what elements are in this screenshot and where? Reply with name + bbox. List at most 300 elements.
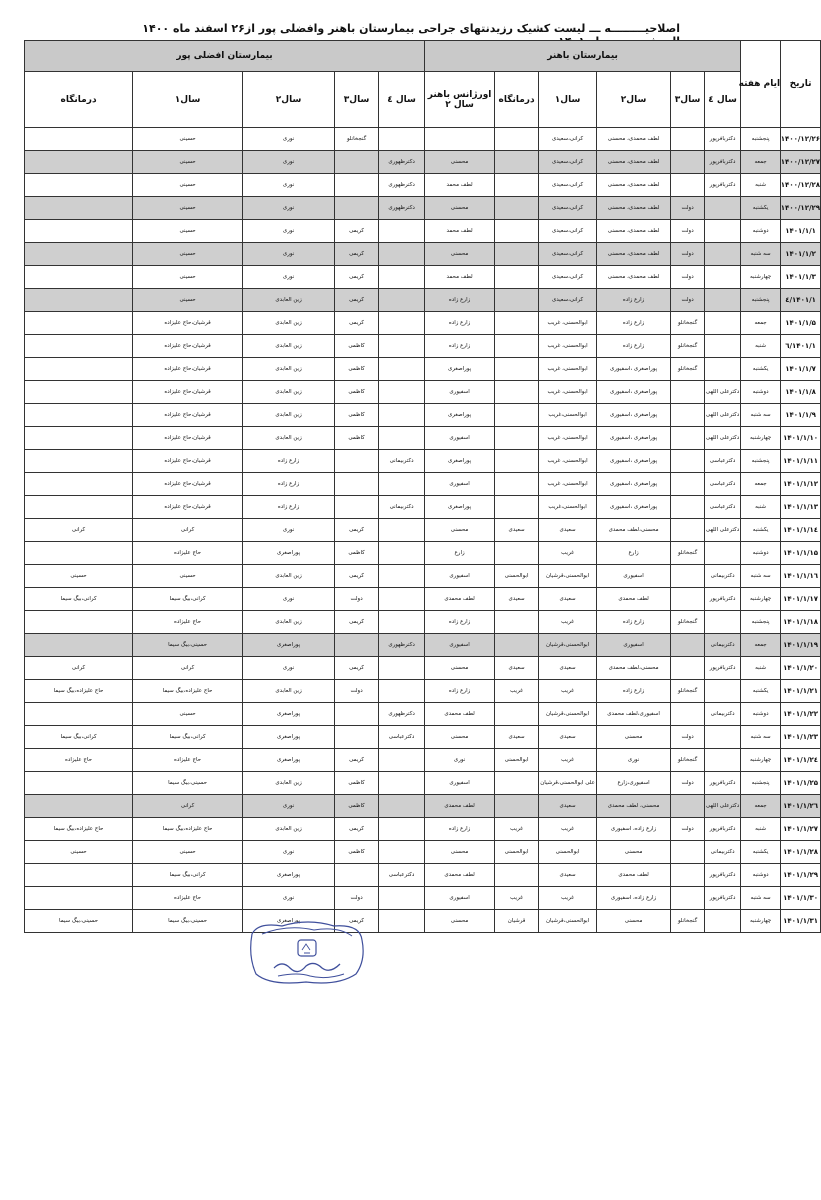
bahonar-year1-cell: سعیدی — [539, 726, 597, 749]
table-row — [25, 427, 821, 450]
table-row — [25, 703, 821, 726]
bahonar-year4-cell: دکتربافرپور — [705, 657, 741, 680]
header-bahonar-group: بیمارستان باهنر — [425, 41, 741, 72]
bahonar-clinic-cell — [495, 795, 539, 818]
day-cell: پنجشنبه — [741, 289, 781, 312]
afzali-year4-cell: دکترظهوری — [379, 703, 425, 726]
afzali-year2-cell: پوراصغری — [243, 542, 335, 565]
bahonar-clinic-cell: غریب — [495, 680, 539, 703]
bahonar-year4-cell: دکترعلی اللهی — [705, 427, 741, 450]
afzali-year2-cell: پوراصغری — [243, 749, 335, 772]
afzali-year3-cell: کریمی — [335, 910, 379, 933]
bahonar-clinic-cell — [495, 772, 539, 795]
bahonar-clinic-cell — [495, 611, 539, 634]
bahonar-year1-cell: سعیدی — [539, 795, 597, 818]
afzali-year3-cell — [335, 726, 379, 749]
date-cell: ۱۴۰۱/۱/۱۰ — [781, 427, 821, 450]
bahonar-clinic-cell — [495, 266, 539, 289]
table-row — [25, 151, 821, 174]
bahonar-clinic-cell — [495, 128, 539, 151]
afzali-year2-cell: زارع زاده — [243, 473, 335, 496]
bahonar-emergency-cell: اسفیوری — [425, 381, 495, 404]
day-cell: دوشنبه — [741, 864, 781, 887]
afzali-year1-cell: کرانی — [133, 657, 243, 680]
bahonar-year2-cell: اسفیوری — [597, 634, 671, 657]
afzali-year4-cell — [379, 588, 425, 611]
department-stamp — [248, 920, 366, 986]
afzali-year4-cell — [379, 128, 425, 151]
afzali-year4-cell — [379, 749, 425, 772]
bahonar-year2-cell: اسفیوری — [597, 565, 671, 588]
bahonar-year2-cell: لطف محمدی، محسنی — [597, 151, 671, 174]
bahonar-year1-cell: ابوالحسنی،قرشیان — [539, 910, 597, 933]
afzali-year1-cell: حسینی،بیگ سیما — [133, 772, 243, 795]
bahonar-year4-cell — [705, 335, 741, 358]
afzali-year3-cell: کاظمی — [335, 542, 379, 565]
bahonar-year4-cell — [705, 749, 741, 772]
bahonar-year4-cell: دکترعلی اللهی — [705, 404, 741, 427]
bahonar-year1-cell: کرانی،سعیدی — [539, 151, 597, 174]
bahonar-year2-cell: زارع زاده، اسفیوری — [597, 887, 671, 910]
afzali-year2-cell: زین العابدی — [243, 772, 335, 795]
day-cell: شنبه — [741, 818, 781, 841]
afzali-clinic-cell: حاج علیزاده،بیگ سیما — [25, 680, 133, 703]
bahonar-year4-cell: دکتربافرپور — [705, 887, 741, 910]
afzali-year2-cell: نوری — [243, 220, 335, 243]
bahonar-clinic-cell — [495, 404, 539, 427]
afzali-year2-cell: پوراصغری — [243, 910, 335, 933]
afzali-year3-cell: کاظمی — [335, 381, 379, 404]
date-cell: ۱۴۰۱/۱/۵ — [781, 312, 821, 335]
bahonar-year3-cell — [671, 128, 705, 151]
day-cell: جمعه — [741, 634, 781, 657]
afzali-year3-cell: کریمی — [335, 749, 379, 772]
bahonar-year4-cell — [705, 358, 741, 381]
header-afzali-year2: سال۲ — [243, 72, 335, 128]
afzali-year3-cell — [335, 703, 379, 726]
bahonar-year4-cell — [705, 266, 741, 289]
bahonar-year4-cell: دکتربافرپور — [705, 128, 741, 151]
date-cell: ۱۴۰۱/۱/۲٦ — [781, 795, 821, 818]
bahonar-year4-cell — [705, 197, 741, 220]
afzali-year2-cell: زارع زاده — [243, 450, 335, 473]
afzali-year2-cell: نوری — [243, 174, 335, 197]
afzali-clinic-cell — [25, 151, 133, 174]
afzali-year1-cell: کرانی — [133, 519, 243, 542]
afzali-year1-cell: حسینی — [133, 565, 243, 588]
bahonar-clinic-cell — [495, 220, 539, 243]
table-row — [25, 795, 821, 818]
afzali-year2-cell: نوری — [243, 657, 335, 680]
afzali-year1-cell: حاج علیزاده — [133, 542, 243, 565]
bahonar-year3-cell — [671, 174, 705, 197]
bahonar-year3-cell — [671, 519, 705, 542]
afzali-year3-cell: کاظمی — [335, 841, 379, 864]
bahonar-year1-cell: غریب — [539, 818, 597, 841]
date-cell: ۱۴۰۰/۱۲/۲۶ — [781, 128, 821, 151]
afzali-year3-cell: کریمی — [335, 266, 379, 289]
date-cell: ۱۴۰۱/۱/۷ — [781, 358, 821, 381]
bahonar-clinic-cell — [495, 335, 539, 358]
afzali-year2-cell: زین العابدی — [243, 289, 335, 312]
bahonar-year4-cell — [705, 220, 741, 243]
bahonar-year3-cell — [671, 381, 705, 404]
bahonar-year4-cell: دکتربافرپور — [705, 588, 741, 611]
table-row — [25, 588, 821, 611]
bahonar-year1-cell: ابوالحسنی،قرشیان — [539, 634, 597, 657]
afzali-clinic-cell — [25, 220, 133, 243]
date-cell: ۱۴۰۱/۱/٤ — [781, 289, 821, 312]
afzali-year2-cell: نوری — [243, 588, 335, 611]
afzali-clinic-cell — [25, 542, 133, 565]
afzali-year2-cell: زین العابدی — [243, 565, 335, 588]
bahonar-emergency-cell: محسنی — [425, 243, 495, 266]
bahonar-year3-cell — [671, 565, 705, 588]
afzali-year3-cell — [335, 634, 379, 657]
afzali-year3-cell: دولت — [335, 588, 379, 611]
bahonar-year1-cell: ابوالحسنی، غریب — [539, 312, 597, 335]
date-cell: ۱۴۰۱/۱/۹ — [781, 404, 821, 427]
bahonar-year1-cell: ابوالحسنی،قرشیان — [539, 565, 597, 588]
bahonar-clinic-cell: سعیدی — [495, 726, 539, 749]
bahonar-emergency-cell: محسنی — [425, 519, 495, 542]
day-cell: سه شنبه — [741, 726, 781, 749]
bahonar-year3-cell: گنجخانلو — [671, 749, 705, 772]
bahonar-year3-cell — [671, 841, 705, 864]
afzali-year4-cell — [379, 910, 425, 933]
afzali-year2-cell: نوری — [243, 519, 335, 542]
afzali-clinic-cell — [25, 243, 133, 266]
bahonar-emergency-cell: لطف محمدی — [425, 864, 495, 887]
bahonar-emergency-cell: پوراصغری — [425, 496, 495, 519]
afzali-year4-cell: دکتربیمانی — [379, 450, 425, 473]
header-afzali-year3: سال۳ — [335, 72, 379, 128]
bahonar-year1-cell: سعیدی — [539, 864, 597, 887]
bahonar-clinic-cell — [495, 450, 539, 473]
afzali-year2-cell: نوری — [243, 266, 335, 289]
bahonar-emergency-cell: اسفیوری — [425, 427, 495, 450]
day-cell: پنجشنبه — [741, 611, 781, 634]
bahonar-year2-cell: محسنی — [597, 841, 671, 864]
afzali-clinic-cell: حسینی — [25, 565, 133, 588]
afzali-clinic-cell — [25, 450, 133, 473]
afzali-year1-cell: حسینی — [133, 266, 243, 289]
bahonar-clinic-cell: سعیدی — [495, 588, 539, 611]
bahonar-year4-cell: دکتربافرپور — [705, 818, 741, 841]
bahonar-emergency-cell: محسنی — [425, 151, 495, 174]
bahonar-year3-cell: گنجخانلو — [671, 335, 705, 358]
afzali-year2-cell: نوری — [243, 243, 335, 266]
table-row — [25, 266, 821, 289]
day-cell: چهارشنبه — [741, 266, 781, 289]
day-cell: دوشنبه — [741, 220, 781, 243]
bahonar-clinic-cell — [495, 703, 539, 726]
afzali-year4-cell — [379, 312, 425, 335]
afzali-year1-cell: قرشیان،حاج علیزاده — [133, 312, 243, 335]
bahonar-year1-cell: ابوالحسنی، غریب — [539, 358, 597, 381]
afzali-clinic-cell — [25, 864, 133, 887]
bahonar-year3-cell — [671, 473, 705, 496]
afzali-clinic-cell — [25, 795, 133, 818]
table-row — [25, 887, 821, 910]
afzali-year3-cell — [335, 473, 379, 496]
afzali-year4-cell — [379, 818, 425, 841]
bahonar-emergency-cell: زارع زاده — [425, 289, 495, 312]
date-cell: ۱۴۰۱/۱/۱٦ — [781, 565, 821, 588]
afzali-year4-cell — [379, 841, 425, 864]
date-cell: ۱۴۰۱/۱/۳ — [781, 266, 821, 289]
afzali-year3-cell: کریمی — [335, 289, 379, 312]
afzali-year2-cell: زین العابدی — [243, 335, 335, 358]
afzali-year1-cell: حسینی — [133, 128, 243, 151]
bahonar-year2-cell: محسنی — [597, 726, 671, 749]
bahonar-year3-cell: دولت — [671, 289, 705, 312]
bahonar-year3-cell — [671, 887, 705, 910]
afzali-year2-cell: نوری — [243, 887, 335, 910]
date-cell: ۱۴۰۱/۱/۳۱ — [781, 910, 821, 933]
day-cell: جمعه — [741, 151, 781, 174]
afzali-year2-cell: زین العابدی — [243, 680, 335, 703]
bahonar-year2-cell: پوراصغری ،اسفیوری — [597, 473, 671, 496]
bahonar-year2-cell: زارع زاده، اسفیوری — [597, 818, 671, 841]
bahonar-year1-cell: ابوالحسنی، غریب — [539, 335, 597, 358]
bahonar-emergency-cell: زارع زاده — [425, 818, 495, 841]
afzali-year4-cell — [379, 381, 425, 404]
table-row — [25, 818, 821, 841]
bahonar-emergency-cell: زارع زاده — [425, 680, 495, 703]
bahonar-year3-cell: دولت — [671, 818, 705, 841]
table-row — [25, 128, 821, 151]
bahonar-emergency-cell: محسنی — [425, 910, 495, 933]
bahonar-year4-cell: دکتربیمانی — [705, 841, 741, 864]
afzali-year1-cell: قرشیان،حاج علیزاده — [133, 381, 243, 404]
bahonar-year1-cell: ابوالحسنی،قرشیان — [539, 703, 597, 726]
bahonar-year2-cell: محسنی،لطف محمدی — [597, 519, 671, 542]
table-row — [25, 312, 821, 335]
afzali-year1-cell: حسینی — [133, 841, 243, 864]
afzali-year4-cell — [379, 220, 425, 243]
table-row — [25, 864, 821, 887]
header-bahonar-emergency: اورژانس باهنر سال ۲ — [425, 72, 495, 128]
bahonar-emergency-cell: اسفیوری — [425, 634, 495, 657]
date-cell: ۱۴۰۱/۱/۲ — [781, 243, 821, 266]
day-cell: جمعه — [741, 312, 781, 335]
header-bahonar-year1: سال۱ — [539, 72, 597, 128]
bahonar-clinic-cell — [495, 243, 539, 266]
bahonar-year3-cell — [671, 427, 705, 450]
afzali-clinic-cell — [25, 634, 133, 657]
table-row — [25, 404, 821, 427]
afzali-clinic-cell: کرانی،بیگ سیما — [25, 588, 133, 611]
afzali-year3-cell: کاظمی — [335, 795, 379, 818]
bahonar-year2-cell: زارع زاده — [597, 680, 671, 703]
afzali-year1-cell: حسینی — [133, 174, 243, 197]
bahonar-year2-cell: پوراصغری ،اسفیوری — [597, 381, 671, 404]
table-row — [25, 910, 821, 933]
bahonar-emergency-cell: زارع — [425, 542, 495, 565]
header-date: تاریخ — [781, 41, 821, 128]
afzali-year4-cell — [379, 519, 425, 542]
bahonar-clinic-cell — [495, 151, 539, 174]
bahonar-year4-cell: دکترعباسی — [705, 450, 741, 473]
afzali-year4-cell — [379, 289, 425, 312]
date-cell: ۱۴۰۱/۱/۲۸ — [781, 841, 821, 864]
bahonar-year3-cell: گنجخانلو — [671, 312, 705, 335]
bahonar-year3-cell — [671, 634, 705, 657]
afzali-year1-cell: حسینی — [133, 197, 243, 220]
afzali-year3-cell: کریمی — [335, 611, 379, 634]
afzali-clinic-cell — [25, 289, 133, 312]
bahonar-year2-cell: محسنی — [597, 910, 671, 933]
afzali-year1-cell: کرانی،بیگ سیما — [133, 588, 243, 611]
afzali-year1-cell: حسینی،بیگ سیما — [133, 634, 243, 657]
bahonar-clinic-cell: سعیدی — [495, 657, 539, 680]
table-row — [25, 174, 821, 197]
bahonar-clinic-cell — [495, 197, 539, 220]
bahonar-year4-cell — [705, 680, 741, 703]
afzali-year1-cell: کرانی — [133, 795, 243, 818]
bahonar-year2-cell: زارع زاده — [597, 312, 671, 335]
afzali-year3-cell: کریمی — [335, 657, 379, 680]
afzali-clinic-cell: حاج علیزاده،بیگ سیما — [25, 818, 133, 841]
header-bahonar-year2: سال۲ — [597, 72, 671, 128]
day-cell: چهارشنبه — [741, 910, 781, 933]
bahonar-year3-cell — [671, 496, 705, 519]
bahonar-year1-cell: کرانی،سعیدی — [539, 266, 597, 289]
table-row — [25, 335, 821, 358]
bahonar-clinic-cell — [495, 634, 539, 657]
bahonar-year1-cell: غریب — [539, 542, 597, 565]
afzali-year3-cell: دولت — [335, 680, 379, 703]
bahonar-year1-cell: غریب — [539, 887, 597, 910]
bahonar-year4-cell — [705, 243, 741, 266]
afzali-clinic-cell — [25, 427, 133, 450]
bahonar-year1-cell: کرانی،سعیدی — [539, 197, 597, 220]
day-cell: جمعه — [741, 795, 781, 818]
bahonar-emergency-cell: محسنی — [425, 726, 495, 749]
afzali-year3-cell — [335, 496, 379, 519]
afzali-year1-cell: کرانی،بیگ سیما — [133, 864, 243, 887]
day-cell: شنبه — [741, 174, 781, 197]
afzali-year4-cell — [379, 243, 425, 266]
bahonar-year3-cell: دولت — [671, 266, 705, 289]
day-cell: شنبه — [741, 657, 781, 680]
afzali-year4-cell — [379, 358, 425, 381]
day-cell: سه شنبه — [741, 887, 781, 910]
afzali-year3-cell: کاظمی — [335, 404, 379, 427]
bahonar-year3-cell: گنجخانلو — [671, 542, 705, 565]
bahonar-year1-cell: سعیدی — [539, 519, 597, 542]
afzali-year1-cell: حاج علیزاده،بیگ سیما — [133, 680, 243, 703]
afzali-year2-cell: زین العابدی — [243, 404, 335, 427]
afzali-year3-cell — [335, 151, 379, 174]
afzali-clinic-cell — [25, 381, 133, 404]
date-cell: ۱۴۰۱/۱/۲۰ — [781, 657, 821, 680]
bahonar-emergency-cell: اسفیوری — [425, 565, 495, 588]
afzali-year4-cell — [379, 266, 425, 289]
table-row — [25, 634, 821, 657]
afzali-year3-cell: کریمی — [335, 565, 379, 588]
page-title: اصلاحیـــــــــه ـــ لیست کشیک رزیدنتهای جراحی بیمارستان باهنر وافضلی پور از۲۶ اسفند ماه ۱۴۰۰ — [142, 22, 680, 35]
bahonar-year2-cell: زارع — [597, 542, 671, 565]
bahonar-year4-cell: دکتربافرپور — [705, 151, 741, 174]
afzali-year4-cell: دکترظهوری — [379, 151, 425, 174]
bahonar-year2-cell: لطف محمدی، محسنی — [597, 266, 671, 289]
bahonar-year2-cell: لطف محمدی — [597, 588, 671, 611]
header-day: ایام هفته — [741, 41, 781, 128]
bahonar-year3-cell: دولت — [671, 220, 705, 243]
afzali-year2-cell: زین العابدی — [243, 818, 335, 841]
bahonar-year2-cell: لطف محمدی، محسنی — [597, 197, 671, 220]
bahonar-year2-cell: اسفیوری،لطف محمدی — [597, 703, 671, 726]
day-cell: پنجشنبه — [741, 128, 781, 151]
afzali-year2-cell: زین العابدی — [243, 381, 335, 404]
afzali-clinic-cell — [25, 496, 133, 519]
date-cell: ۱۴۰۱/۱/۲۷ — [781, 818, 821, 841]
bahonar-year3-cell: گنجخانلو — [671, 680, 705, 703]
afzali-year4-cell — [379, 772, 425, 795]
bahonar-year1-cell: کرانی،سعیدی — [539, 128, 597, 151]
bahonar-emergency-cell: اسفیوری — [425, 772, 495, 795]
table-row — [25, 542, 821, 565]
afzali-year4-cell — [379, 335, 425, 358]
bahonar-year2-cell: محسنی،لطف محمدی — [597, 657, 671, 680]
header-afzali-year4: سال ٤ — [379, 72, 425, 128]
table-row — [25, 473, 821, 496]
bahonar-year3-cell: گنجخانلو — [671, 611, 705, 634]
afzali-year4-cell — [379, 611, 425, 634]
afzali-year2-cell: نوری — [243, 197, 335, 220]
afzali-year1-cell: قرشیان،حاج علیزاده — [133, 427, 243, 450]
bahonar-year3-cell — [671, 864, 705, 887]
date-cell: ۱۴۰۰/۱۲/۲۷ — [781, 151, 821, 174]
date-cell: ۱۴۰۱/۱/۱۵ — [781, 542, 821, 565]
bahonar-year3-cell — [671, 795, 705, 818]
bahonar-year3-cell — [671, 450, 705, 473]
afzali-year4-cell: دکتربیمانی — [379, 496, 425, 519]
afzali-clinic-cell: کرانی — [25, 657, 133, 680]
date-cell: ۱۴۰۱/۱/۲۵ — [781, 772, 821, 795]
bahonar-clinic-cell: غریب — [495, 887, 539, 910]
bahonar-emergency-cell: محسنی — [425, 197, 495, 220]
bahonar-year1-cell: ابوالحسنی، غریب — [539, 381, 597, 404]
bahonar-emergency-cell: محسنی — [425, 657, 495, 680]
date-cell: ۱۴۰۰/۱۲/۲۸ — [781, 174, 821, 197]
afzali-year3-cell: کاظمی — [335, 358, 379, 381]
bahonar-year3-cell: دولت — [671, 726, 705, 749]
afzali-year2-cell: زارع زاده — [243, 496, 335, 519]
bahonar-clinic-cell — [495, 864, 539, 887]
bahonar-year1-cell: ابوالحسنی،غریب — [539, 404, 597, 427]
afzali-year3-cell: کریمی — [335, 818, 379, 841]
roster-body — [25, 128, 821, 933]
bahonar-emergency-cell: لطف محمد — [425, 266, 495, 289]
afzali-year4-cell — [379, 657, 425, 680]
bahonar-year1-cell: کرانی،سعیدی — [539, 243, 597, 266]
afzali-year2-cell: زین العابدی — [243, 611, 335, 634]
bahonar-emergency-cell: لطف محمدی — [425, 588, 495, 611]
table-row — [25, 358, 821, 381]
table-row — [25, 749, 821, 772]
date-cell: ۱۴۰۱/۱/۱۹ — [781, 634, 821, 657]
bahonar-emergency-cell: پوراصغری — [425, 450, 495, 473]
afzali-clinic-cell: کرانی،بیگ سیما — [25, 726, 133, 749]
afzali-year1-cell: قرشیان،حاج علیزاده — [133, 404, 243, 427]
afzali-year1-cell: قرشیان،حاج علیزاده — [133, 335, 243, 358]
afzali-clinic-cell: کرانی — [25, 519, 133, 542]
afzali-year4-cell: دکترظهوری — [379, 174, 425, 197]
afzali-year4-cell — [379, 404, 425, 427]
